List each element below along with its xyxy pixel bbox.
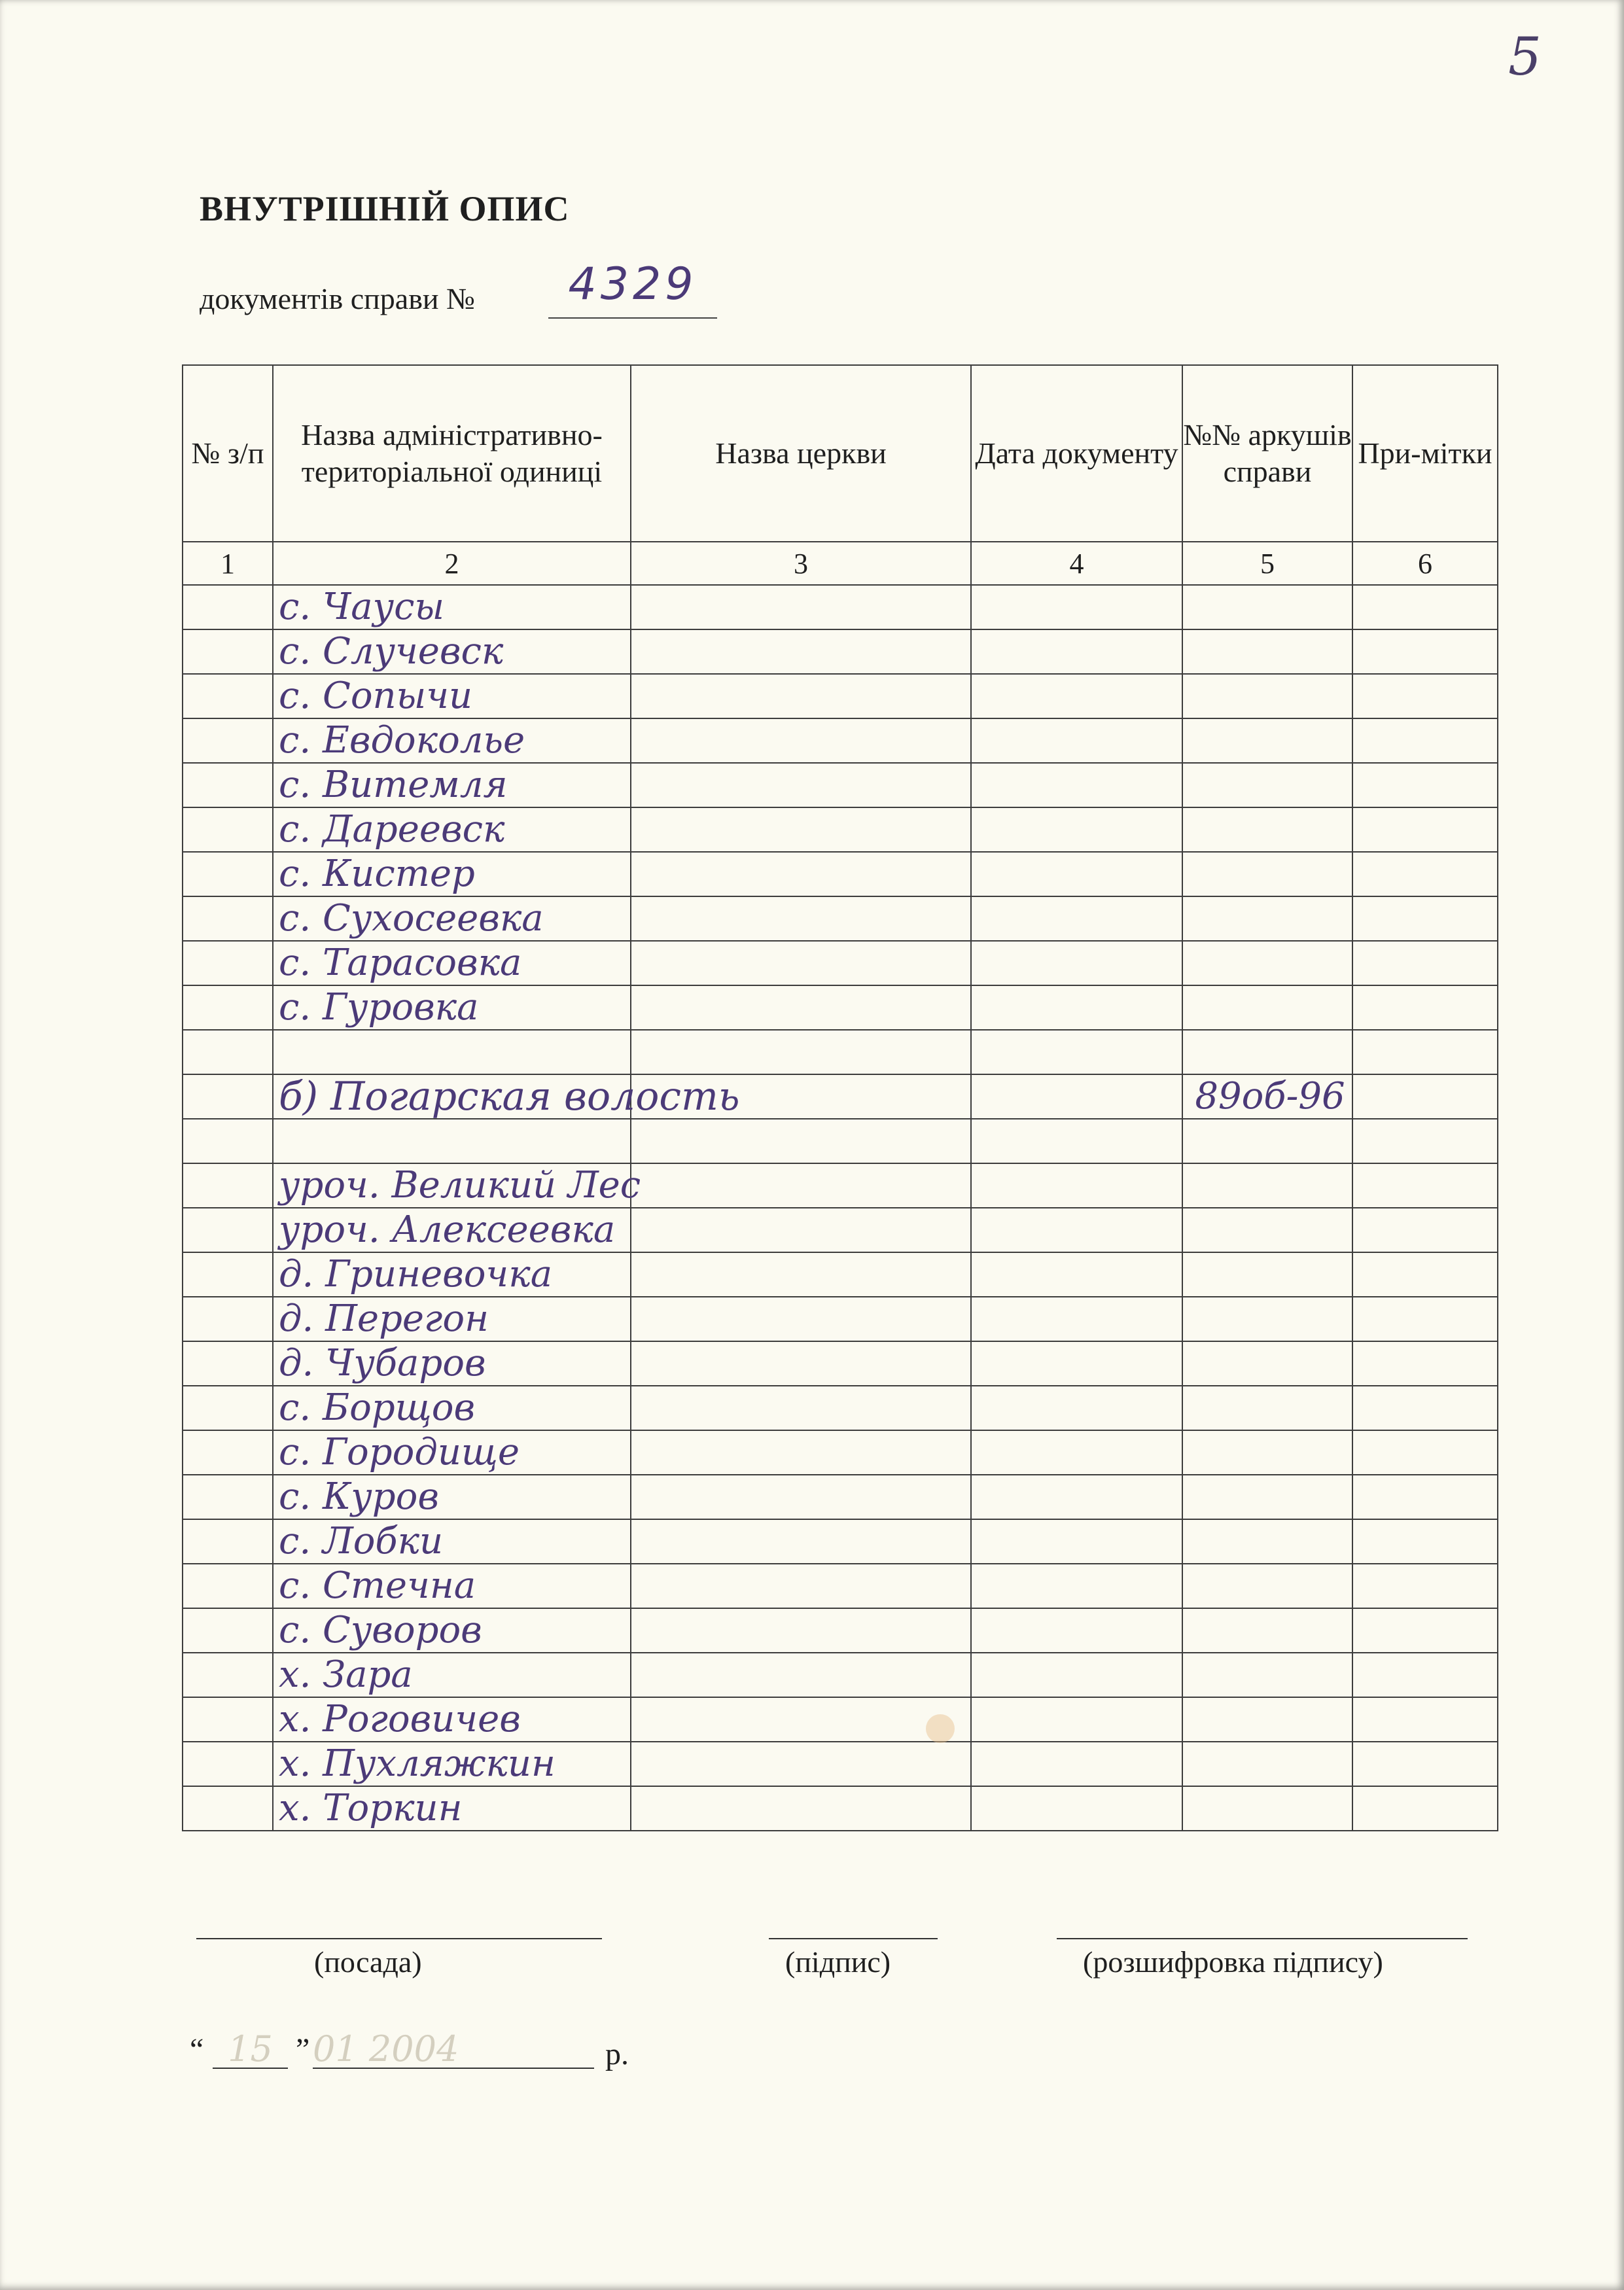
date-cell [971, 1697, 1182, 1742]
row-number-cell [183, 1697, 273, 1742]
notes-cell [1352, 1341, 1498, 1386]
table-row [183, 1208, 1498, 1252]
church-cell [631, 807, 971, 852]
row-number-cell [183, 718, 273, 763]
sheets-cell [1182, 674, 1352, 718]
sheets-cell [1182, 1341, 1352, 1386]
church-cell [631, 585, 971, 629]
admin-unit-cell [273, 1208, 631, 1252]
page-number: 5 [1508, 26, 1542, 87]
admin-unit-cell [273, 896, 631, 941]
table-row [183, 718, 1498, 763]
notes-cell [1352, 1430, 1498, 1475]
date-cell [971, 1742, 1182, 1786]
table-row [183, 1074, 1498, 1119]
header-sheets: №№ аркушів справи [1182, 365, 1352, 542]
handwritten-text: д. Гриневочка [279, 1253, 553, 1295]
header-church: Назва церкви [631, 365, 971, 542]
sheets-cell [1182, 941, 1352, 985]
church-cell [631, 1564, 971, 1608]
row-number-cell [183, 1252, 273, 1297]
date-cell [971, 1786, 1182, 1831]
notes-cell [1352, 1519, 1498, 1564]
notes-cell [1352, 1608, 1498, 1653]
notes-cell [1352, 941, 1498, 985]
table-row [183, 1742, 1498, 1786]
notes-cell [1352, 1653, 1498, 1697]
row-number-cell [183, 985, 273, 1030]
handwritten-text: с. Тарасовка [279, 942, 522, 984]
church-cell [631, 674, 971, 718]
row-number-cell [183, 1341, 273, 1386]
church-cell [631, 1252, 971, 1297]
admin-unit-cell [273, 1430, 631, 1475]
table-row [183, 896, 1498, 941]
column-number: 1 [183, 542, 273, 585]
decoding-line [1057, 1937, 1468, 1939]
date-cell [971, 1252, 1182, 1297]
notes-cell [1352, 585, 1498, 629]
notes-cell [1352, 1163, 1498, 1208]
church-cell [631, 941, 971, 985]
handwritten-text: с. Сухосеевка [279, 897, 544, 940]
handwritten-text: х. Роговичев [279, 1698, 521, 1740]
admin-unit-cell [273, 1074, 740, 1119]
notes-cell [1352, 718, 1498, 763]
date-cell [971, 1341, 1182, 1386]
notes-cell [1352, 852, 1498, 896]
row-number-cell [183, 1386, 273, 1430]
table-row [183, 674, 1498, 718]
handwritten-text: с. Кистер [279, 853, 475, 895]
admin-unit-cell [273, 1475, 631, 1519]
table-row [183, 763, 1498, 807]
handwritten-text: с. Куров [279, 1475, 439, 1518]
handwritten-text: с. Чаусы [279, 586, 445, 628]
handwritten-text: с. Лобки [279, 1520, 444, 1562]
row-number-cell [183, 1297, 273, 1341]
admin-unit-cell [273, 629, 631, 674]
sheets-cell [1182, 1430, 1352, 1475]
church-cell [631, 1786, 971, 1831]
case-number: 4329 [548, 258, 717, 319]
date-cell [971, 629, 1182, 674]
admin-unit-cell [273, 1030, 631, 1074]
notes-cell [1352, 1386, 1498, 1430]
date-open-quote: “ [190, 2032, 204, 2067]
table-row [183, 1608, 1498, 1653]
notes-cell [1352, 985, 1498, 1030]
case-subtitle: документів справи № [200, 282, 475, 315]
date-cell [971, 1163, 1182, 1208]
handwritten-text: с. Городище [279, 1431, 520, 1473]
sheets-cell [1182, 1653, 1352, 1697]
sheets-cell [1182, 585, 1352, 629]
date-cell [971, 1608, 1182, 1653]
date-cell [971, 1386, 1182, 1430]
sheets-cell [1182, 763, 1352, 807]
date-month-year: 01 2004 [313, 2028, 594, 2069]
date-cell [971, 807, 1182, 852]
sheets-cell [1182, 1786, 1352, 1831]
church-cell [631, 718, 971, 763]
notes-cell [1352, 896, 1498, 941]
admin-unit-cell [273, 763, 631, 807]
date-suffix: р. [605, 2037, 629, 2071]
row-number-cell [183, 674, 273, 718]
admin-unit-cell [273, 807, 631, 852]
admin-unit-cell [273, 1742, 631, 1786]
row-number-cell [183, 1208, 273, 1252]
sheets-cell [1182, 1119, 1352, 1163]
notes-cell [1352, 1475, 1498, 1519]
column-number: 5 [1182, 542, 1352, 585]
table-row [183, 1030, 1498, 1074]
admin-unit-cell [273, 1119, 631, 1163]
date-close-quote: ” [296, 2032, 310, 2067]
row-number-cell [183, 629, 273, 674]
header-date: Дата документу [971, 365, 1182, 542]
handwritten-text: с. Витемля [279, 764, 508, 806]
table-row [183, 1386, 1498, 1430]
church-cell [631, 1519, 971, 1564]
column-number: 4 [971, 542, 1182, 585]
row-number-cell [183, 585, 273, 629]
inventory-table [182, 364, 1498, 1831]
table-row [183, 1475, 1498, 1519]
position-caption: (посада) [314, 1945, 422, 1979]
notes-cell [1352, 674, 1498, 718]
admin-unit-cell [273, 1297, 631, 1341]
church-cell [631, 1475, 971, 1519]
handwritten-text: д. Перегон [279, 1297, 489, 1340]
notes-cell [1352, 1697, 1498, 1742]
notes-cell [1352, 1786, 1498, 1831]
date-cell [971, 1519, 1182, 1564]
sheets-cell [1182, 1697, 1352, 1742]
date-cell [971, 1119, 1182, 1163]
handwritten-text: с. Сопычи [279, 675, 473, 717]
table-row [183, 1252, 1498, 1297]
row-number-cell [183, 1519, 273, 1564]
admin-unit-cell [273, 585, 631, 629]
sheets-cell [1182, 852, 1352, 896]
row-number-cell [183, 1475, 273, 1519]
sheets-cell [1182, 1608, 1352, 1653]
date-cell [971, 852, 1182, 896]
admin-unit-cell [273, 1564, 631, 1608]
sheets-cell [1182, 1252, 1352, 1297]
column-number: 6 [1352, 542, 1498, 585]
date-cell [971, 1564, 1182, 1608]
date-day: 15 [213, 2028, 288, 2069]
table-row [183, 1297, 1498, 1341]
signature-line [769, 1937, 938, 1939]
church-cell [631, 1163, 971, 1208]
date-cell [971, 718, 1182, 763]
church-cell [631, 1208, 971, 1252]
church-cell [631, 985, 971, 1030]
table-row [183, 807, 1498, 852]
column-number: 2 [273, 542, 631, 585]
table-row [183, 1519, 1498, 1564]
row-number-cell [183, 852, 273, 896]
signature-caption: (підпис) [785, 1945, 891, 1979]
paper-stain [926, 1714, 955, 1743]
row-number-cell [183, 1074, 273, 1119]
church-cell [631, 1297, 971, 1341]
table-header-row [183, 365, 1498, 542]
admin-unit-cell [273, 1786, 631, 1831]
church-cell [631, 1386, 971, 1430]
date-cell [971, 674, 1182, 718]
church-cell [631, 1030, 971, 1074]
church-cell [631, 1653, 971, 1697]
table-row [183, 1163, 1498, 1208]
row-number-cell [183, 1163, 273, 1208]
table-row [183, 1653, 1498, 1697]
notes-cell [1352, 1074, 1498, 1119]
handwritten-text: х. Торкин [279, 1787, 463, 1829]
row-number-cell [183, 896, 273, 941]
admin-unit-cell [273, 1163, 641, 1208]
row-number-cell [183, 1653, 273, 1697]
position-line [196, 1937, 602, 1939]
row-number-cell [183, 1742, 273, 1786]
header-admin-unit: Назва адміністративно-територіальної одиниці [273, 365, 631, 542]
notes-cell [1352, 763, 1498, 807]
table-row [183, 1697, 1498, 1742]
notes-cell [1352, 1297, 1498, 1341]
sheets-cell [1182, 1163, 1352, 1208]
row-number-cell [183, 807, 273, 852]
sheets-cell [1182, 807, 1352, 852]
row-number-cell [183, 1030, 273, 1074]
notes-cell [1352, 629, 1498, 674]
notes-cell [1352, 1564, 1498, 1608]
handwritten-text: с. Гуровка [279, 986, 479, 1029]
handwritten-text: с. Случевск [279, 630, 504, 673]
handwritten-text: с. Стечна [279, 1564, 476, 1607]
handwritten-text: д. Чубаров [279, 1342, 486, 1384]
admin-unit-cell [273, 852, 631, 896]
decoding-caption: (розшифровка підпису) [1083, 1945, 1383, 1979]
column-number: 3 [631, 542, 971, 585]
admin-unit-cell [273, 1252, 631, 1297]
notes-cell [1352, 807, 1498, 852]
handwritten-text: уроч. Великий Лес [279, 1164, 641, 1207]
row-number-cell [183, 1786, 273, 1831]
sheets-cell [1182, 1386, 1352, 1430]
admin-unit-cell [273, 1519, 631, 1564]
sheets-cell [1182, 1297, 1352, 1341]
church-cell [631, 1341, 971, 1386]
handwritten-text: х. Пухляжкин [279, 1742, 556, 1785]
table-row [183, 1786, 1498, 1831]
sheets-cell [1182, 629, 1352, 674]
date-cell [971, 985, 1182, 1030]
notes-cell [1352, 1252, 1498, 1297]
handwritten-text: с. Евдоколье [279, 719, 525, 762]
date-cell [971, 1653, 1182, 1697]
row-number-cell [183, 1119, 273, 1163]
handwritten-text: б) Погарская волость [279, 1074, 740, 1119]
notes-cell [1352, 1119, 1498, 1163]
sheets-cell [1182, 1564, 1352, 1608]
table-row [183, 941, 1498, 985]
table-row [183, 1341, 1498, 1386]
sheets-cell [1182, 1475, 1352, 1519]
handwritten-text: 89об-96 [1195, 1075, 1345, 1118]
notes-cell [1352, 1030, 1498, 1074]
church-cell [631, 629, 971, 674]
header-number: № з/п [183, 365, 273, 542]
date-cell [971, 585, 1182, 629]
table-row [183, 852, 1498, 896]
church-cell [631, 1119, 971, 1163]
table-row [183, 1430, 1498, 1475]
notes-cell [1352, 1742, 1498, 1786]
handwritten-text: с. Борщов [279, 1386, 476, 1429]
row-number-cell [183, 1430, 273, 1475]
church-cell [631, 763, 971, 807]
admin-unit-cell [273, 941, 631, 985]
date-cell [971, 941, 1182, 985]
table-row [183, 1564, 1498, 1608]
column-numbers-row [183, 542, 1498, 585]
sheets-cell [1182, 985, 1352, 1030]
church-cell [631, 1430, 971, 1475]
sheets-cell [1182, 1030, 1352, 1074]
date-cell [971, 1297, 1182, 1341]
row-number-cell [183, 1608, 273, 1653]
church-cell [631, 852, 971, 896]
date-cell [971, 896, 1182, 941]
church-cell [631, 1608, 971, 1653]
table-row [183, 985, 1498, 1030]
date-cell [971, 1074, 1182, 1119]
admin-unit-cell [273, 985, 631, 1030]
admin-unit-cell [273, 674, 631, 718]
table-row [183, 629, 1498, 674]
admin-unit-cell [273, 1608, 631, 1653]
handwritten-text: уроч. Алексеевка [279, 1208, 616, 1251]
date-cell [971, 763, 1182, 807]
sheets-cell [1182, 1074, 1352, 1119]
date-cell [971, 1475, 1182, 1519]
admin-unit-cell [273, 1697, 631, 1742]
church-cell [631, 1697, 971, 1742]
sheets-cell [1182, 1208, 1352, 1252]
handwritten-text: с. Дареевск [279, 808, 505, 851]
sheets-cell [1182, 718, 1352, 763]
handwritten-text: х. Зара [279, 1653, 413, 1696]
sheets-cell [1182, 896, 1352, 941]
row-number-cell [183, 1564, 273, 1608]
row-number-cell [183, 763, 273, 807]
table-row [183, 1119, 1498, 1163]
row-number-cell [183, 941, 273, 985]
date-cell [971, 1430, 1182, 1475]
admin-unit-cell [273, 718, 631, 763]
sheets-cell [1182, 1742, 1352, 1786]
sheets-cell [1182, 1519, 1352, 1564]
handwritten-text: с. Суворов [279, 1609, 482, 1651]
date-cell [971, 1208, 1182, 1252]
church-cell [631, 896, 971, 941]
admin-unit-cell [273, 1341, 631, 1386]
admin-unit-cell [273, 1653, 631, 1697]
notes-cell [1352, 1208, 1498, 1252]
page-title: ВНУТРІШНІЙ ОПИС [200, 189, 570, 228]
header-notes: При-мітки [1352, 365, 1498, 542]
church-cell [631, 1742, 971, 1786]
table-row [183, 585, 1498, 629]
date-cell [971, 1030, 1182, 1074]
admin-unit-cell [273, 1386, 631, 1430]
